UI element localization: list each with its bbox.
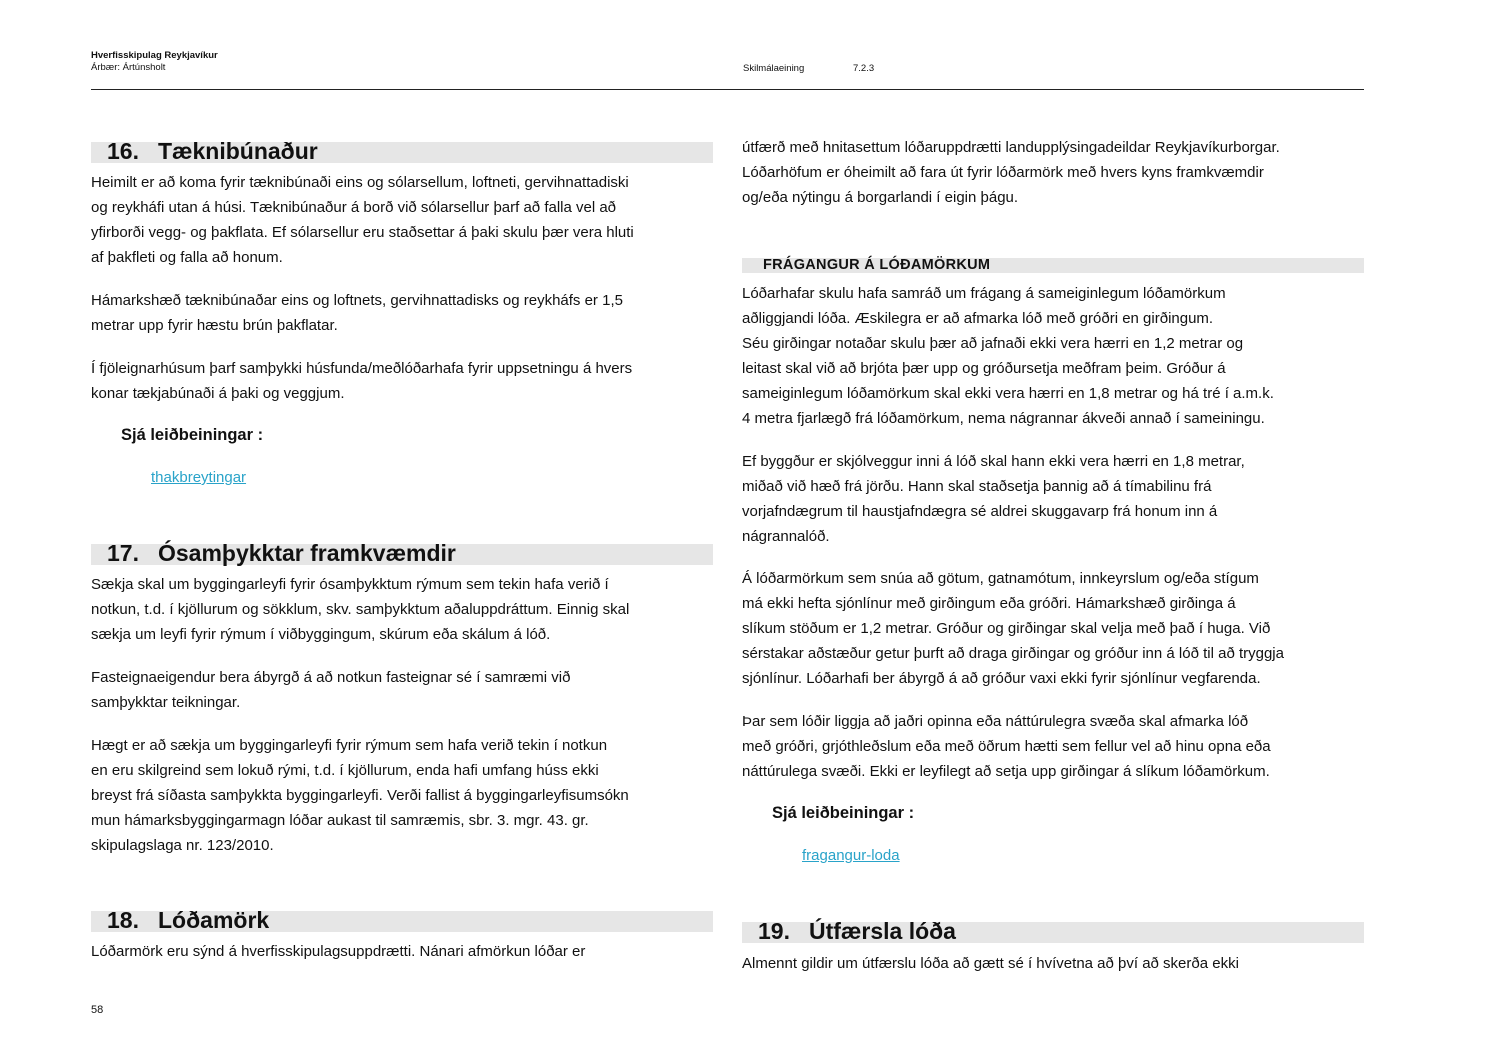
text-line: yfirborði vegg- og þakflata. Ef sólarsellur eru staðsettar á þaki skulu þær vera hluti <box>91 224 634 241</box>
text-line: má ekki hefta sjónlínur með girðingum eða gróðri. Hámarkshæð girðinga á <box>742 595 1236 612</box>
text-line: Hægt er að sækja um byggingarleyfi fyrir rýmum sem hafa verið tekin í notkun <box>91 737 608 754</box>
text-line: vorjafndægrum til haustjafndægra sé aldrei skuggavarp frá honum inn á <box>742 503 1218 520</box>
section-number: 19. <box>758 918 790 944</box>
text-line: 4 metra fjarlægð frá lóðamörkum, nema nágrannar ákveði annað í sameiningu. <box>742 410 1265 427</box>
text-line: Á lóðarmörkum sem snúa að götum, gatnamótum, innkeyrslum og/eða stígum <box>742 570 1259 587</box>
text-line: metrar upp fyrir hæstu brún þakflatar. <box>91 317 338 334</box>
section-19-heading <box>742 918 1364 944</box>
text-line: Lóðarhafar skulu hafa samráð um frágang á sameiginlegum lóðamörkum <box>742 285 1226 302</box>
text-line: Þar sem lóðir liggja að jaðri opinna eða náttúrulegra svæða skal afmarka lóð <box>742 713 1249 730</box>
text-line: en eru skilgreind sem lokuð rými, t.d. í kjöllurum, enda hafi umfang húss ekki <box>91 762 599 779</box>
paragraph <box>91 939 691 964</box>
text-line: Í fjöleignarhúsum þarf samþykki húsfunda/meðlóðarhafa fyrir uppsetningu á hvers <box>91 360 633 377</box>
section-16-heading <box>91 138 713 164</box>
paragraph <box>742 566 1342 691</box>
section-17-heading <box>91 540 713 566</box>
text-line: samþykktar teikningar. <box>91 694 241 711</box>
paragraph <box>91 170 691 270</box>
section-title: Ósamþykktar framkvæmdir <box>158 540 456 566</box>
text-line: sameiginlegum lóðamörkum skal ekki vera hærri en 1,8 metrar og há tré í a.m.k. <box>742 385 1274 402</box>
text-line: nágrannalóð. <box>742 528 830 545</box>
text-line: Hámarkshæð tæknibúnaðar eins og loftnets, gervihnattadisks og reykháfs er 1,5 <box>91 292 623 309</box>
guideline-link-fragangur-loda[interactable]: fragangur-loda <box>802 847 900 864</box>
section-number: 16. <box>107 138 139 164</box>
paragraph <box>91 572 691 647</box>
text-line: Lóðarmörk eru sýnd á hverfisskipulagsuppdrætti. Nánari afmörkun lóðar er <box>91 943 586 960</box>
paragraph <box>742 709 1342 784</box>
text-line: Ef byggður er skjólveggur inni á lóð skal hann ekki vera hærri en 1,8 metrar, <box>742 453 1245 470</box>
subsection-title: FRÁGANGUR Á LÓÐAMÖRKUM <box>763 257 991 273</box>
text-line: slíkum stöðum er 1,2 metrar. Gróður og girðingar skal velja með það í huga. Við <box>742 620 1271 637</box>
header-divider <box>91 89 1364 90</box>
paragraph <box>91 288 691 338</box>
text-line: náttúrulega svæði. Ekki er leyfilegt að setja upp girðingar á slíkum lóðamörkum. <box>742 763 1270 780</box>
paragraph <box>742 281 1342 431</box>
text-line: af þakfleti og falla að honum. <box>91 249 283 266</box>
text-line: aðliggjandi lóða. Æskilegra er að afmarka lóð með gróðri en girðingum. <box>742 310 1214 327</box>
text-line: breyst frá síðasta samþykkta byggingarleyfi. Verði fallist á byggingarleyfisumsókn <box>91 787 629 804</box>
unit-number: 7.2.3 <box>853 63 875 74</box>
document-title: Hverfisskipulag Reykjavíkur <box>91 50 218 61</box>
section-title: Tæknibúnaður <box>158 138 318 164</box>
subsection-heading <box>742 258 1364 273</box>
section-number: 17. <box>107 540 139 566</box>
text-line: Séu girðingar notaðar skulu þær að jafnaði ekki vera hærri en 1,2 metrar og <box>742 335 1244 352</box>
see-guidelines-label: Sjá leiðbeiningar : <box>121 426 264 444</box>
page-number: 58 <box>91 1004 104 1016</box>
text-line: mun hámarksbyggingarmagn lóðar aukast til samræmis, sbr. 3. mgr. 43. gr. <box>91 812 589 829</box>
paragraph <box>91 733 691 858</box>
text-line: Almennt gildir um útfærslu lóða að gætt sé í hvívetna að því að skerða ekki <box>742 955 1239 972</box>
text-line: leitast skal við að brjóta þær upp og gróðursetja meðfram þeim. Gróður á <box>742 360 1226 377</box>
section-title: Útfærsla lóða <box>809 918 956 944</box>
text-line: Heimilt er að koma fyrir tæknibúnaði eins og sólarsellum, loftneti, gervihnattadiski <box>91 174 629 191</box>
text-line: og reykháfi utan á húsi. Tæknibúnaður á borð við sólarsellur þarf að falla vel að <box>91 199 617 216</box>
see-guidelines-label: Sjá leiðbeiningar : <box>772 804 915 822</box>
guideline-link-thakbreytingar[interactable]: thakbreytingar <box>151 469 247 486</box>
paragraph <box>91 665 691 715</box>
text-line: notkun, t.d. í kjöllurum og sökklum, skv. samþykktum aðaluppdráttum. Einnig skal <box>91 601 630 618</box>
section-18-heading <box>91 907 713 933</box>
unit-label: Skilmálaeining <box>743 63 805 74</box>
document-header <box>91 50 218 74</box>
text-line: skipulagslaga nr. 123/2010. <box>91 837 274 854</box>
text-line: með gróðri, grjóthleðslum eða með öðrum hætti sem fellur vel að hinu opna eða <box>742 738 1271 755</box>
text-line: konar tækjabúnaði á þaki og veggjum. <box>91 385 345 402</box>
text-line: sækja um leyfi fyrir rýmum í viðbyggingum, skúrum eða skálum á lóð. <box>91 626 551 643</box>
text-line: miðað við hæð frá jörðu. Hann skal staðsetja þannig að á tímabilinu frá <box>742 478 1212 495</box>
paragraph <box>742 135 1342 210</box>
paragraph <box>742 449 1342 549</box>
section-title: Lóðamörk <box>158 907 270 933</box>
text-line: sjónlínur. Lóðarhafi ber ábyrgð á að gróður vaxi ekki fyrir sjónlínur vegfarenda. <box>742 670 1261 687</box>
text-line: Sækja skal um byggingarleyfi fyrir ósamþykktum rýmum sem tekin hafa verið í <box>91 576 609 593</box>
document-subtitle: Árbær: Ártúnsholt <box>91 62 166 73</box>
text-line: útfærð með hnitasettum lóðaruppdrætti landupplýsingadeildar Reykjavíkurborgar. <box>742 139 1280 156</box>
text-line: og/eða nýtingu á borgarlandi í eigin þágu. <box>742 189 1019 206</box>
section-number: 18. <box>107 907 139 933</box>
text-line: Lóðarhöfum er óheimilt að fara út fyrir lóðarmörk með hvers kyns framkvæmdir <box>742 164 1264 181</box>
text-line: Fasteignaeigendur bera ábyrgð á að notkun fasteignar sé í samræmi við <box>91 669 571 686</box>
paragraph <box>742 951 1342 976</box>
paragraph <box>91 356 691 406</box>
text-line: sérstakar aðstæður getur þurft að draga girðingar og gróður inn á lóð til að tryggja <box>742 645 1284 662</box>
